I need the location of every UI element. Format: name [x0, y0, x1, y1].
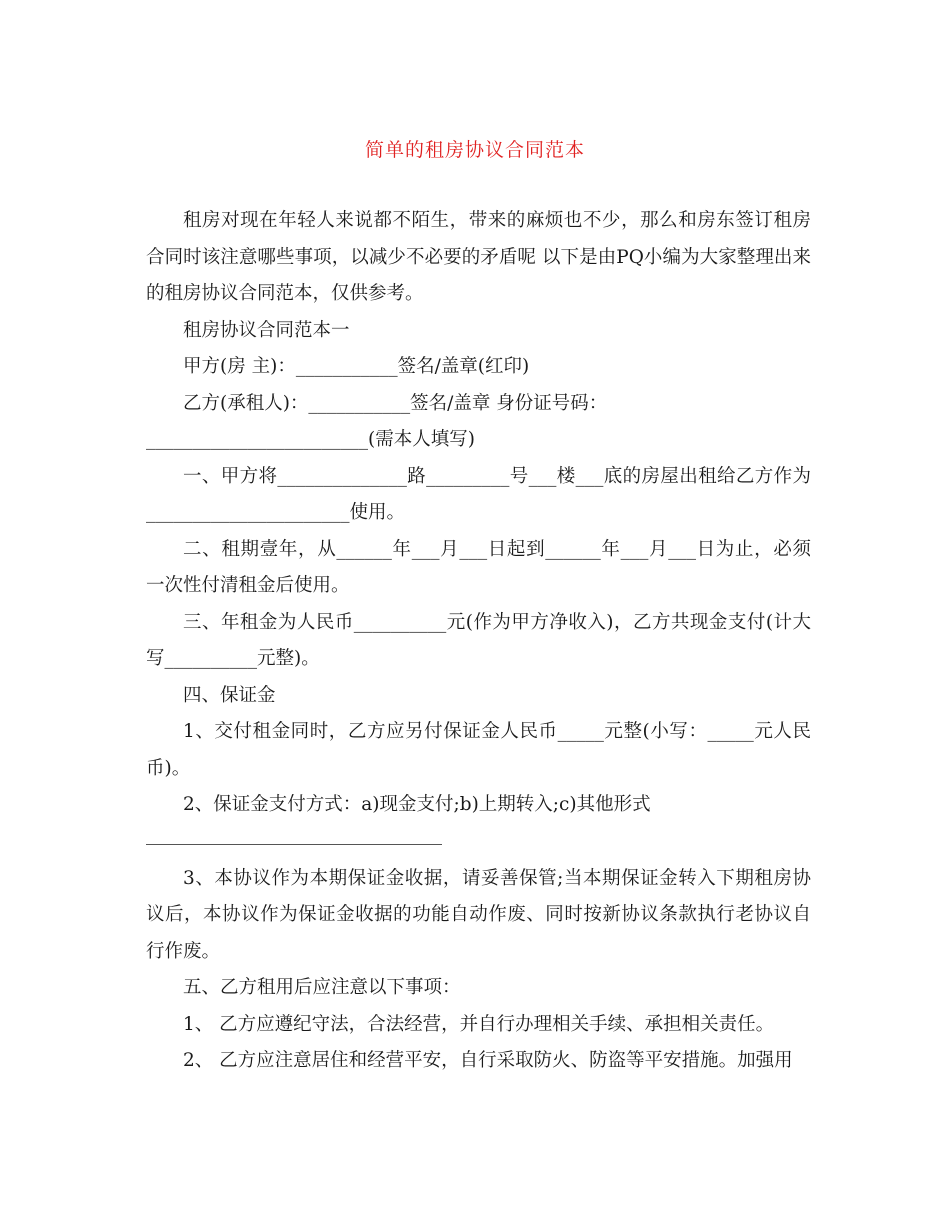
document-body [146, 203, 811, 1080]
party-b-line: 乙方(承租人)：___________签名/盖章 身份证号码： [183, 392, 608, 414]
notice-item-2: 2、 乙方应注意居住和经营平安，自行采取防火、防盗等平安措施。加强用 [183, 1050, 793, 1071]
clause-3-rent: 三、年租金为人民币__________元(作为甲方净收入)，乙方共现金支付(计大写__________元整)。 [146, 611, 811, 669]
id-number-blank-line: ________________________(需本人填写) [146, 429, 475, 450]
notice-item-1: 1、 乙方应遵纪守法，合法经营，并自行办理相关手续、承担相关责任。 [183, 1013, 775, 1035]
clause-2-term: 二、租期壹年，从______年___月___日起到______年___月___日为止，必须一次性付清租金后使用。 [146, 538, 811, 596]
section-heading-sample-one: 租房协议合同范本一 [183, 319, 350, 341]
blank-signature-rule [146, 844, 442, 845]
clause-1-property: 一、甲方将______________路_________号___楼___底的房屋出租给乙方作为______________________使用。 [146, 465, 811, 523]
party-a-line: 甲方(房 主)：___________签名/盖章(红印) [183, 356, 530, 377]
deposit-item-1: 1、交付租金同时，乙方应另付保证金人民币_____元整(小写：_____元人民币)。 [146, 721, 811, 779]
clause-5-heading: 五、乙方租用后应注意以下事项： [183, 977, 461, 998]
document-title: 简单的租房协议合同范本 [364, 139, 585, 161]
deposit-item-2: 2、保证金支付方式：a)现金支付;b)上期转入;c)其他形式 [183, 794, 651, 815]
intro-paragraph: 租房对现在年轻人来说都不陌生，带来的麻烦也不少，那么和房东签订租房合同时该注意哪些事项，以减少不必要的矛盾呢 以下是由PQ小编为大家整理出来的租房协议合同范本，仅供参考。 [146, 210, 811, 304]
deposit-item-3: 3、本协议作为本期保证金收据，请妥善保管;当本期保证金转入下期租房协议后，本协议作为保证金收据的功能自动作废、同时按新协议条款执行老协议自行作废。 [146, 867, 811, 962]
clause-4-deposit-heading: 四、保证金 [183, 684, 276, 706]
